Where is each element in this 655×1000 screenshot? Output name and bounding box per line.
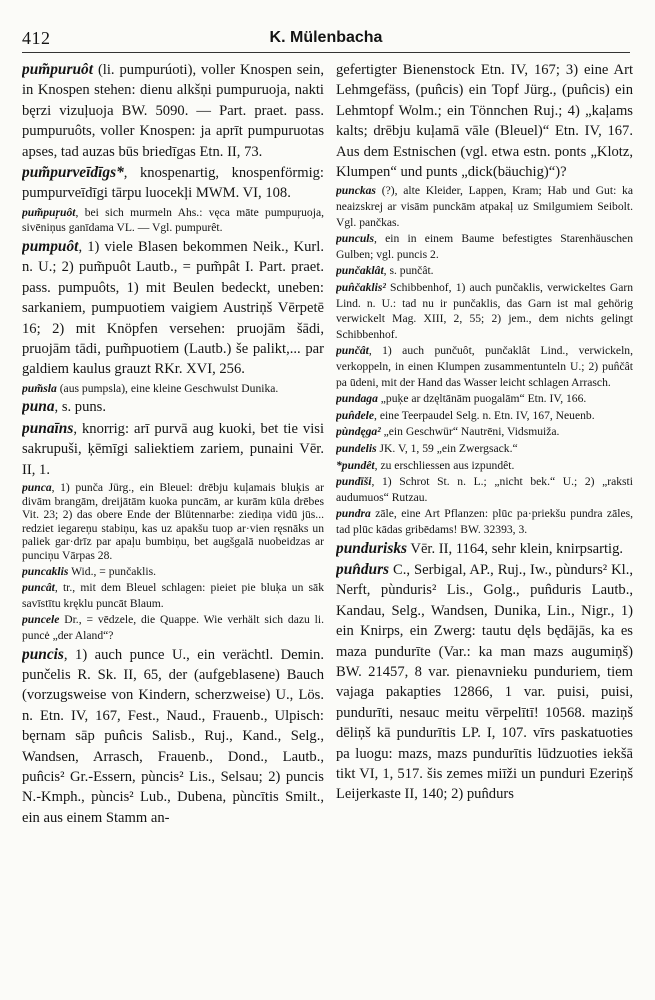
- entry-headword: pundaga: [336, 392, 378, 406]
- dictionary-entry: [336, 183, 633, 230]
- dictionary-entry: [22, 381, 324, 397]
- entry-text: , s. punčât.: [383, 264, 434, 278]
- entry-text: C., Serbigal, AP., Ruj., Iw., pùndurs² Kl., Nerft, pùnduris² Lis., Golg., pun̂duris Lautb., Kandau, Selg., Wandsen, Dunika, Lin., Nigr., 1) ein Knirps, ein Zwerg: tautu dęls będājās, ka es maza pundurīte (Var.: ka man mazs augumiņš) BW. 21457, 8 var. pienavnieku punduriem, tiem vajaga pakapties 12866, 1 var. puisi, puisi, pundurīti, nesauc meitu vērpelītī! 10568. maziņš dēliņš kā pundurītis LP. I, 107. vīrs paskatuoties pa luogu: mazs, mazs pundurītis lūdzuoties iekšā tikt VI, 1, 517. šis zemes miīži un punduri Ezeriņš Leijerkaste II, 140; 2) pun̂durs: [336, 561, 633, 803]
- entry-text: , 1) Schrot St. n. L.; „nicht bek.“ U.; 2) „raksti audumuos“ Rutzau.: [336, 475, 633, 504]
- entry-headword: punčaklât: [336, 264, 384, 278]
- entry-headword: pùndęga²: [336, 425, 381, 439]
- dictionary-entry: [22, 237, 324, 380]
- entry-headword: pum̃puŗuôt: [22, 205, 76, 219]
- entry-text: , ein in einem Baume befestigtes Starenhäuschen Gulben; vgl. puncis 2.: [336, 232, 633, 261]
- running-title: K. Mülenbacha: [269, 29, 383, 46]
- entry-headword: puncaklis: [22, 564, 69, 578]
- entry-headword: punca: [22, 481, 52, 495]
- dictionary-entry: [336, 263, 633, 279]
- dictionary-entry: [336, 343, 633, 390]
- entry-headword: pum̃sla: [22, 381, 57, 395]
- dictionary-entry: [336, 539, 633, 559]
- entry-headword: punaīns: [22, 419, 74, 437]
- dictionary-entry: [22, 645, 324, 829]
- entry-text: gefertigter Bienenstock Etn. IV, 167; 3) eine Art Lehmgefäss, (pun̂cis) ein Topf Jürg., (pun̂cis) ein Lehmtopf Wolm.; ein Tönnchen Ruj.; 4) „kaļams kalts; drēbju kuļamā vāle (Bleuel)“ Etn. IV, 167. Aus dem Estnischen (vgl. etwa estn. ponts „Klotz, Klumpen“ und punts „dick(bäuchig)“)?: [336, 62, 633, 181]
- dictionary-entry: [336, 441, 633, 457]
- page-header: [22, 26, 630, 53]
- dictionary-entry: [336, 391, 633, 407]
- dictionary-entry: [336, 458, 633, 474]
- entry-headword: puncele: [22, 613, 60, 627]
- entry-headword: punculs: [336, 232, 375, 246]
- entry-headword: pum̃purveīdīgs*: [22, 164, 124, 182]
- entry-text: , 1) auch punce U., ein verächtl. Demin. punčelis R. Sk. II, 65, der (aufgeblasene) Bauch (vorzugsweise von Kindern, scherzweise) U., Lös. n. Etn. IV, 167, Fest., Naud., Frauenb., Ulpisch: bęrnam sāp pun̂cis Salisb., Ruj., Kand., Selg., Wandsen, Arrasch, Frauenb., Dond., Lautb., pun̂cis² Gr.-Essern, pùncis² Lis., Selsau; 2) puncis N.-Kmph., pùncis² Lub., Dubena, pùncītis Smilt., ein aus einem Stamm an-: [22, 646, 324, 826]
- dictionary-entry: [336, 506, 633, 537]
- dictionary-entry: [22, 564, 324, 580]
- entry-headword: pum̃puruôt: [22, 61, 94, 78]
- entry-text: „puķe ar dzęltānām puogalām“ Etn. IV, 166.: [377, 392, 587, 406]
- dictionary-entry: [336, 408, 633, 424]
- entry-headword: pundelis: [336, 441, 377, 455]
- entry-text: , zu erschliessen aus izpundêt.: [374, 458, 515, 472]
- dictionary-entry: [22, 60, 324, 162]
- page-number: 412: [22, 28, 51, 48]
- dictionary-entry: [336, 231, 633, 262]
- entry-headword: puncis: [22, 645, 64, 663]
- entry-text: , bei sich murmeln Ahs.: vęca māte pumpuŗuoja, sivēniņus ganīdama VL. — Vgl. pumpurêt.: [22, 205, 324, 235]
- entry-text: , 1) punča Jürg., ein Bleuel: drēbju kuļamais bluķis ar divām brangām, dreijātām kuoka puncām, ar kurām kūla drēbes Vit. 23; 2) das obere Ende der Blütennarbe: ziediņa vidū jūs... redziet iegareņu stabiņu, kas uz apakšu tuop ar·vien ręsnāks un paliek gar·drīz par apaļu bumbiņu, bet augšgalā nuobeidzas ar punciņu Vārpas 28.: [22, 481, 324, 563]
- entry-text: , eine Teerpaudel Selg. n. Etn. IV, 167, Neuenb.: [374, 408, 595, 422]
- entry-headword: pun̂čaklis²: [336, 281, 386, 294]
- dictionary-entry: [22, 481, 324, 563]
- entry-headword: pundra: [336, 507, 371, 521]
- entry-text: , knorrig: arī purvā aug kuoki, bet tie visi sakrupuši, ķēmīgi saliektiem zariem, punaini Vēr. II, 1.: [22, 420, 324, 478]
- dictionary-entry: [22, 612, 324, 643]
- entry-text: , s. puns.: [54, 399, 107, 416]
- entry-headword: puncât: [22, 581, 55, 595]
- dictionary-entry: [336, 424, 633, 440]
- entry-text: Vēr. II, 1164, sehr klein, knirpsartig.: [407, 540, 624, 557]
- right-column: [336, 60, 633, 990]
- entry-text: (li. pumpurúoti), voller Knospen sein, in Knospen stehen: dienu alkšņi pumpuruoja, nakti bęrzi vizuļuoja BW. 5090. — Part. praet. pass. pumpuruôts, voller Knospen: ja aprīt pumpuruotas apses, tad auzas būs briedīgas Etn. II, 73.: [22, 62, 324, 160]
- entry-text: , 1) auch punčuôt, punčaklât Lind., verwickeln, verkoppeln, in einen Klumpen zusammentunteln U.; 2) pun̂čât pa ūdeni, mit der Hand das Wasser leicht schlagen Arrasch.: [336, 344, 633, 389]
- dictionary-entry: [336, 60, 633, 182]
- entry-text: zāle, eine Art Pflanzen: plūc pa·priekšu pundra zāles, tad plūc kādas gribēdams! BW. 32393, 3.: [336, 507, 633, 536]
- entry-headword: punčât: [336, 344, 369, 358]
- entry-headword: pundurisks: [336, 539, 408, 557]
- dictionary-entry: [336, 560, 633, 805]
- dictionary-entry: [22, 419, 324, 480]
- left-column: [22, 60, 324, 990]
- entry-text: (?), alte Kleider, Lappen, Kram; Hab und Gut: ka neaizskrej ar visām punckām atpakaļ uz Smilgumiem Seibolt. Vgl. pančkas.: [336, 184, 633, 229]
- dictionary-entry: [22, 205, 324, 236]
- dictionary-entry: [22, 580, 324, 611]
- entry-headword: pun̂dele: [336, 408, 375, 422]
- dictionary-entry: [336, 280, 633, 342]
- entry-text: Wid., = punčaklis.: [68, 564, 157, 578]
- entry-text: „ein Geschwür“ Nautrēni, Vidsmuiža.: [380, 425, 560, 439]
- entry-headword: pumpuôt: [22, 238, 79, 256]
- entry-headword: pun̂durs: [336, 560, 390, 578]
- dictionary-entry: [22, 163, 324, 204]
- entry-headword: pundīši: [336, 475, 372, 489]
- entry-headword: punckas: [336, 184, 376, 198]
- entry-text: , knospenartig, knospenförmig: pumpurveīdīgi tārpu luocekļi MWM. VI, 108.: [22, 165, 324, 202]
- entry-text: , tr., mit dem Bleuel schlagen: pieiet pie bluķa un sāk savīstītu kręklu puncāt Blaum.: [22, 581, 324, 610]
- entry-text: JK. V, 1, 59 „ein Zwergsack.“: [376, 441, 518, 455]
- entry-headword: puna: [22, 398, 55, 416]
- entry-text: Dr., = vēdzele, die Quappe. Wie verhält sich dazu li. puncė „der Aland“?: [22, 613, 324, 643]
- entry-text: Schibbenhof, 1) auch punčaklis, verwickeltes Garn Lind. n. U.: tad nu ir punčaklis, das Garn ist mal gehörig verwickelt Mag. XIII, 2, 55; 2) jem., dem nichts gelingt Schibbenhof.: [336, 281, 633, 341]
- dictionary-entry: [22, 397, 324, 417]
- entry-text: (aus pumpsla), eine kleine Geschwulst Dunika.: [56, 381, 279, 395]
- entry-headword: *pundêt: [336, 458, 375, 472]
- entry-text: , 1) viele Blasen bekommen Neik., Kurl. n. U.; 2) pum̃puôt Lautb., = pum̃pât I. Part. praet. pass. pumpuôts, 1) mit Beulen bedeckt, uneben: sarkaniem, pumpuotiem vaigiem Austriņš Vērpetē 16; 2) mit Knöpfen versehen: pruojām šādi, pruojām tādi, pum̃puotiem (Lautb.) še palikt,... par galdiem kaulus grauzt RKr. XVI, 256.: [22, 239, 324, 378]
- dictionary-entry: [336, 474, 633, 505]
